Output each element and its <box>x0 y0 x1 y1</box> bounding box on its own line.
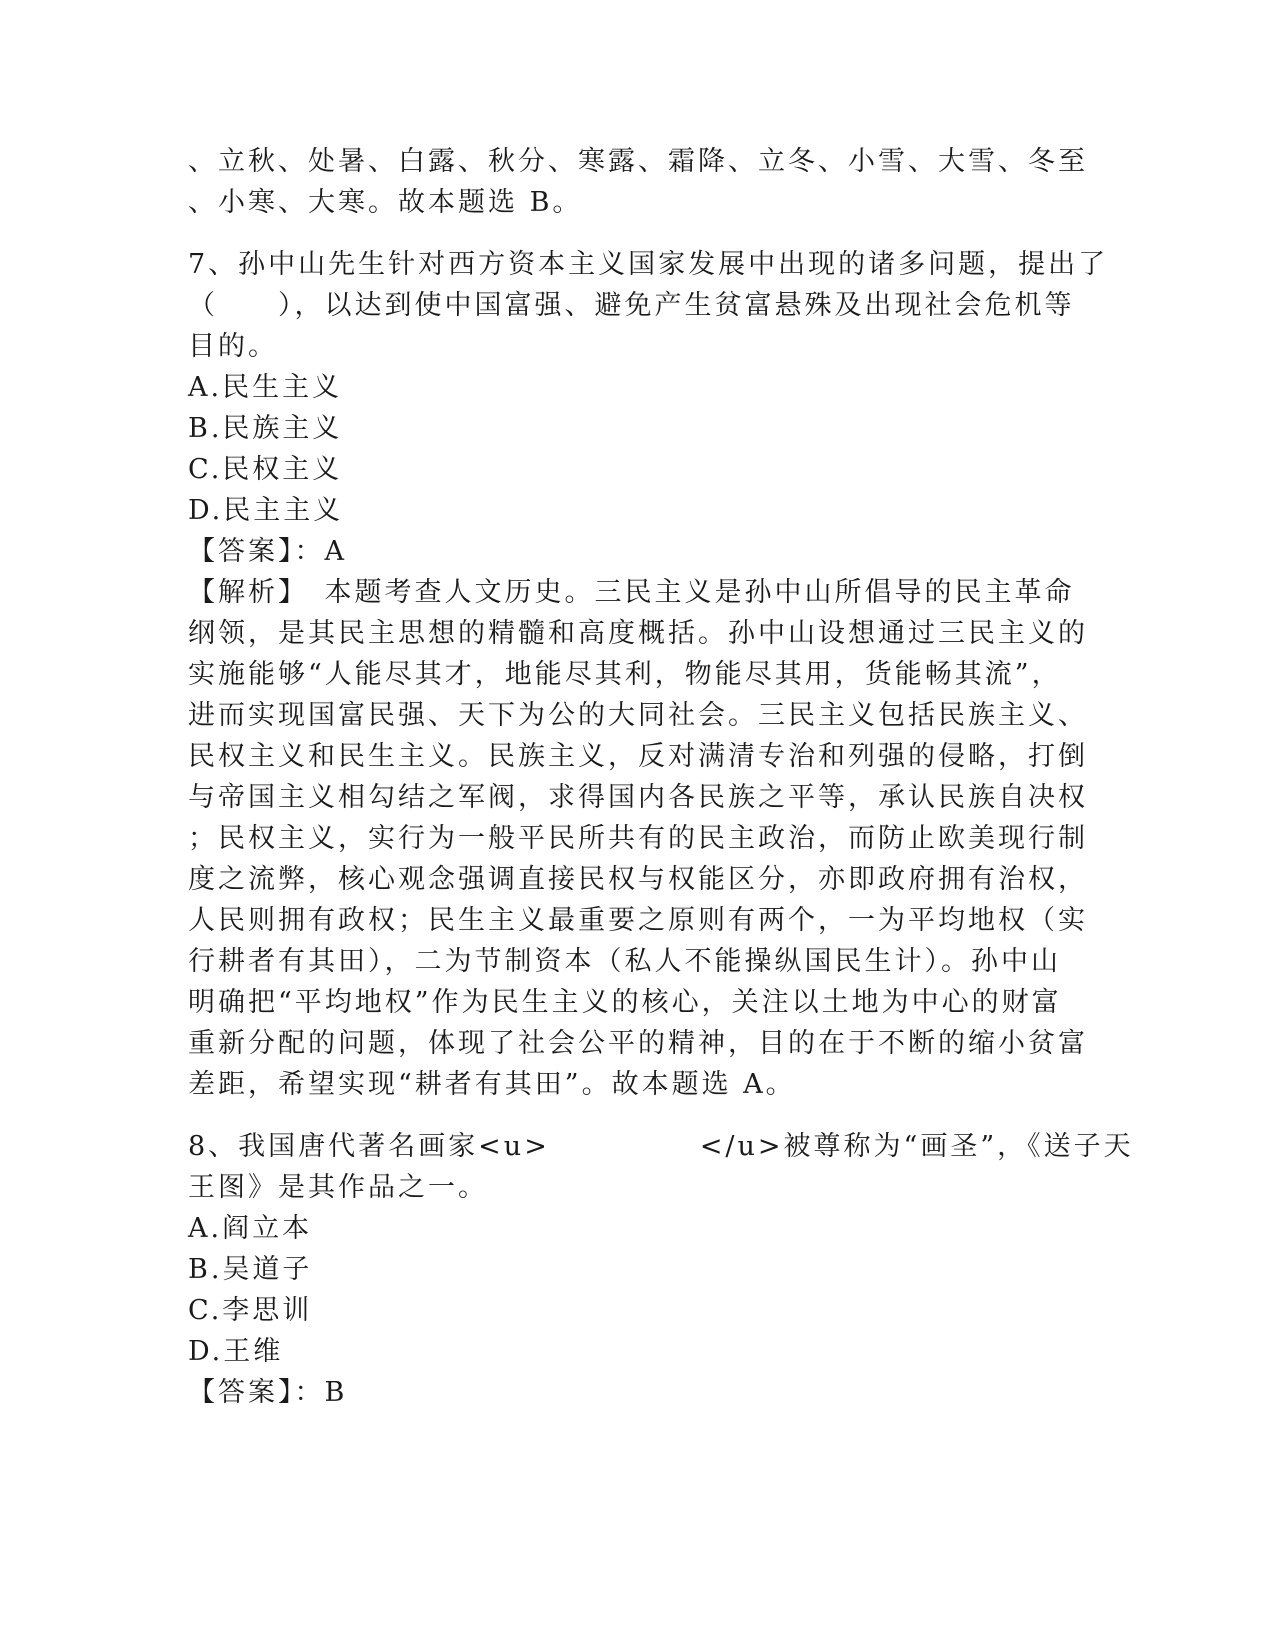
q7-analysis-line: 纲领，是其民主思想的精髓和高度概括。孙中山设想通过三民主义的 <box>188 618 1088 649</box>
q7-analysis-line: ；民权主义，实行为一般平民所共有的民主政治，而防止欧美现行制 <box>188 823 1088 854</box>
q8-question-line: 8、我国唐代著名画家<u> </u>被尊称为“画圣”，《送子天 <box>188 1131 1134 1162</box>
q7-analysis-line: 民权主义和民生主义。民族主义，反对满清专治和列强的侵略，打倒 <box>188 741 1088 772</box>
q7-option-d: D.民主主义 <box>188 495 344 526</box>
q7-option-b: B.民族主义 <box>188 413 343 444</box>
q7-analysis-line: 度之流弊，核心观念强调直接民权与权能区分，亦即政府拥有治权， <box>188 864 1088 895</box>
q7-question-line: 目的。 <box>188 331 278 362</box>
q7-question-line: 7、孙中山先生针对西方资本主义国家发展中出现的诸多问题，提出了 <box>188 249 1109 280</box>
q8-option-a: A.阎立本 <box>188 1213 313 1244</box>
q7-analysis-line: 【解析】 本题考查人文历史。三民主义是孙中山所倡导的民主革命 <box>188 577 1075 608</box>
q7-analysis-line: 进而实现国富民强、天下为公的大同社会。三民主义包括民族主义、 <box>188 700 1088 731</box>
q7-question-line: （ ），以达到使中国富强、避免产生贫富悬殊及出现社会危机等 <box>188 290 1075 321</box>
q8-option-b: B.吴道子 <box>188 1254 313 1285</box>
q7-analysis-line: 差距，希望实现“耕者有其田”。故本题选 A。 <box>188 1069 796 1100</box>
continuation-line: 、立秋、处暑、白露、秋分、寒露、霜降、立冬、小雪、大雪、冬至 <box>188 146 1088 177</box>
q7-analysis-line: 实施能够“人能尽其才，地能尽其利，物能尽其用，货能畅其流”， <box>188 659 1062 690</box>
q8-option-c: C.李思训 <box>188 1295 313 1326</box>
q7-analysis-line: 与帝国主义相勾结之军阀，求得国内各民族之平等，承认民族自决权 <box>188 782 1088 813</box>
q8-answer: 【答案】：B <box>188 1377 348 1408</box>
q7-analysis-line: 明确把“平均地权”作为民生主义的核心，关注以土地为中心的财富 <box>188 987 1062 1018</box>
q7-answer: 【答案】：A <box>188 536 347 567</box>
q7-analysis-line: 重新分配的问题，体现了社会公平的精神，目的在于不断的缩小贫富 <box>188 1028 1088 1059</box>
q7-analysis-line: 行耕者有其田），二为节制资本（私人不能操纵国民生计）。孙中山 <box>188 946 1061 977</box>
q7-analysis-line: 人民则拥有政权；民生主义最重要之原则有两个，一为平均地权（实 <box>188 905 1088 936</box>
q8-option-d: D.王维 <box>188 1336 284 1367</box>
q8-question-line: 王图》是其作品之一。 <box>188 1172 488 1203</box>
q7-option-a: A.民生主义 <box>188 372 343 403</box>
q7-option-c: C.民权主义 <box>188 454 343 485</box>
continuation-line: 、小寒、大寒。故本题选 B。 <box>188 187 583 218</box>
